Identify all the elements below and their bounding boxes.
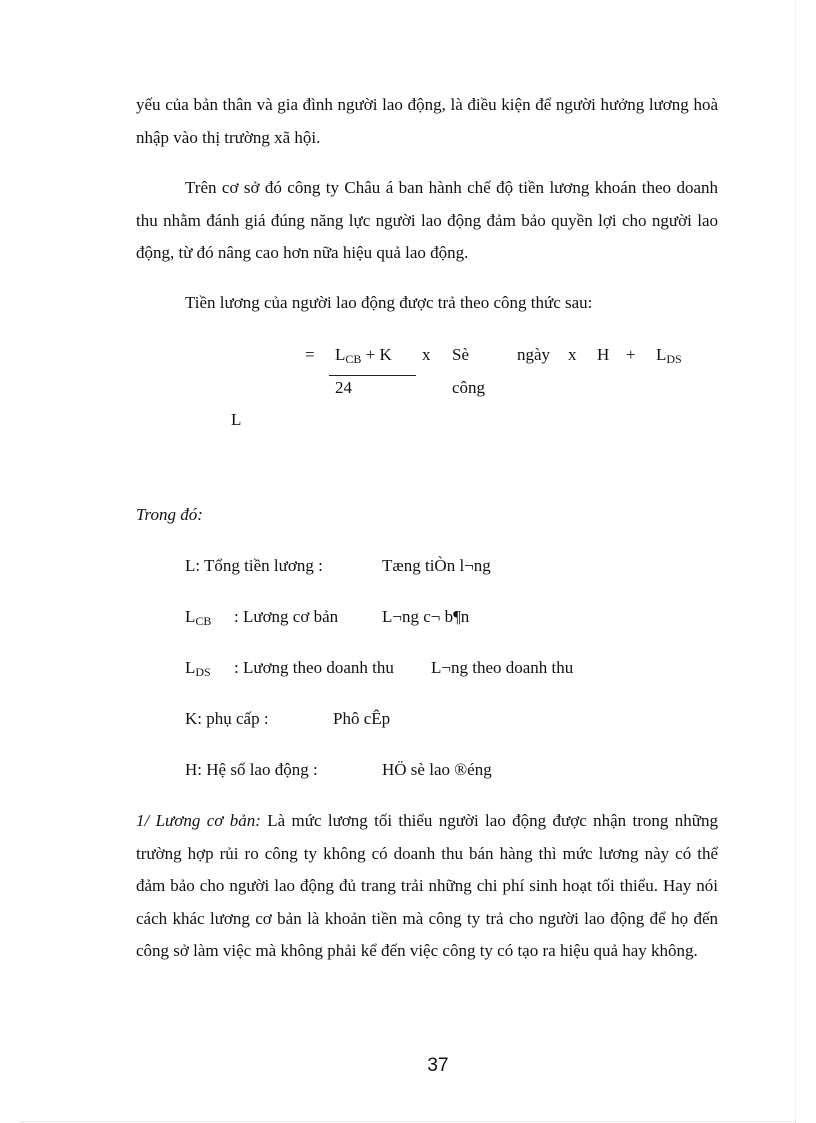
- formula-multiply-2: x: [568, 345, 577, 364]
- definition-lcb-label: : Lương cơ bản: [234, 607, 339, 626]
- definition-lcb-value: L¬ng c¬ b¶n: [382, 607, 470, 626]
- definition-lds-symbol: $L_{DS}$: [185, 658, 211, 679]
- formula-lhs: L: [231, 410, 242, 429]
- definition-l-label: L: Tổng tiền lương :: [185, 556, 323, 575]
- section-title: 1/ Lương cơ bản:: [136, 811, 261, 830]
- formula-ngay: ngày: [517, 345, 551, 364]
- page-border-right: [795, 0, 796, 1123]
- formula-multiply-1: x: [422, 345, 431, 364]
- formula-plus: +: [626, 345, 636, 364]
- formula-numerator: $L_{CB} + K$: [335, 345, 392, 366]
- formula-denominator: 24: [335, 378, 352, 397]
- fraction-bar: [329, 375, 416, 376]
- definition-l-value: Tæng tiÒn l¬ng: [382, 556, 491, 575]
- section-body: Là mức lương tối thiểu người lao động được nhận trong những trường hợp rủi ro công ty không có doanh thu bán hàng thì mức lương này có thể đảm bảo cho người lao động đủ trang trải những chi phí sinh hoạt tối thiểu. Hay nói cách khác lương cơ bản là khoản tiền mà công ty trả cho người lao động để họ đến công sở làm việc mà không phải kể đến việc công ty có tạo ra hiệu quả hay không.: [136, 811, 718, 960]
- formula-so: Sè: [452, 345, 469, 364]
- definition-h-label: H: Hệ số lao động :: [185, 760, 318, 779]
- formula-equals: =: [305, 345, 315, 364]
- definition-lds-label: : Lương theo doanh thu: [234, 658, 394, 677]
- definition-lds-value: L¬ng theo doanh thu: [431, 658, 574, 677]
- paragraph-2: Trên cơ sở đó công ty Châu á ban hành chế độ tiền lương khoán theo doanh thu nhằm đánh giá đúng năng lực người lao động đảm bảo quyền lợi cho người lao động, từ đó nâng cao hơn nữa hiệu quả lao động.: [136, 178, 718, 262]
- definition-k-value: Phô cÊp: [333, 709, 391, 728]
- formula-cong: công: [452, 378, 486, 397]
- page-number: 37: [427, 1055, 449, 1076]
- trong-do-label: Trong đó:: [136, 505, 203, 524]
- paragraph-1: yếu của bản thân và gia đình người lao động, là điều kiện để người hưởng lương hoà nhập vào thị trường xã hội.: [136, 95, 718, 147]
- formula-intro: Tiền lương của người lao động được trả theo công thức sau:: [185, 293, 593, 312]
- formula-lds: $L_{DS}$: [656, 345, 682, 366]
- section-luong-co-ban: [136, 805, 718, 968]
- definition-lcb-symbol: $L_{CB}$: [185, 607, 212, 628]
- definition-k-label: K: phụ cấp :: [185, 709, 269, 728]
- definition-h-value: HÖ sè lao ®éng: [382, 760, 492, 779]
- formula-h: H: [597, 345, 610, 364]
- page-border-bottom: [20, 1121, 796, 1122]
